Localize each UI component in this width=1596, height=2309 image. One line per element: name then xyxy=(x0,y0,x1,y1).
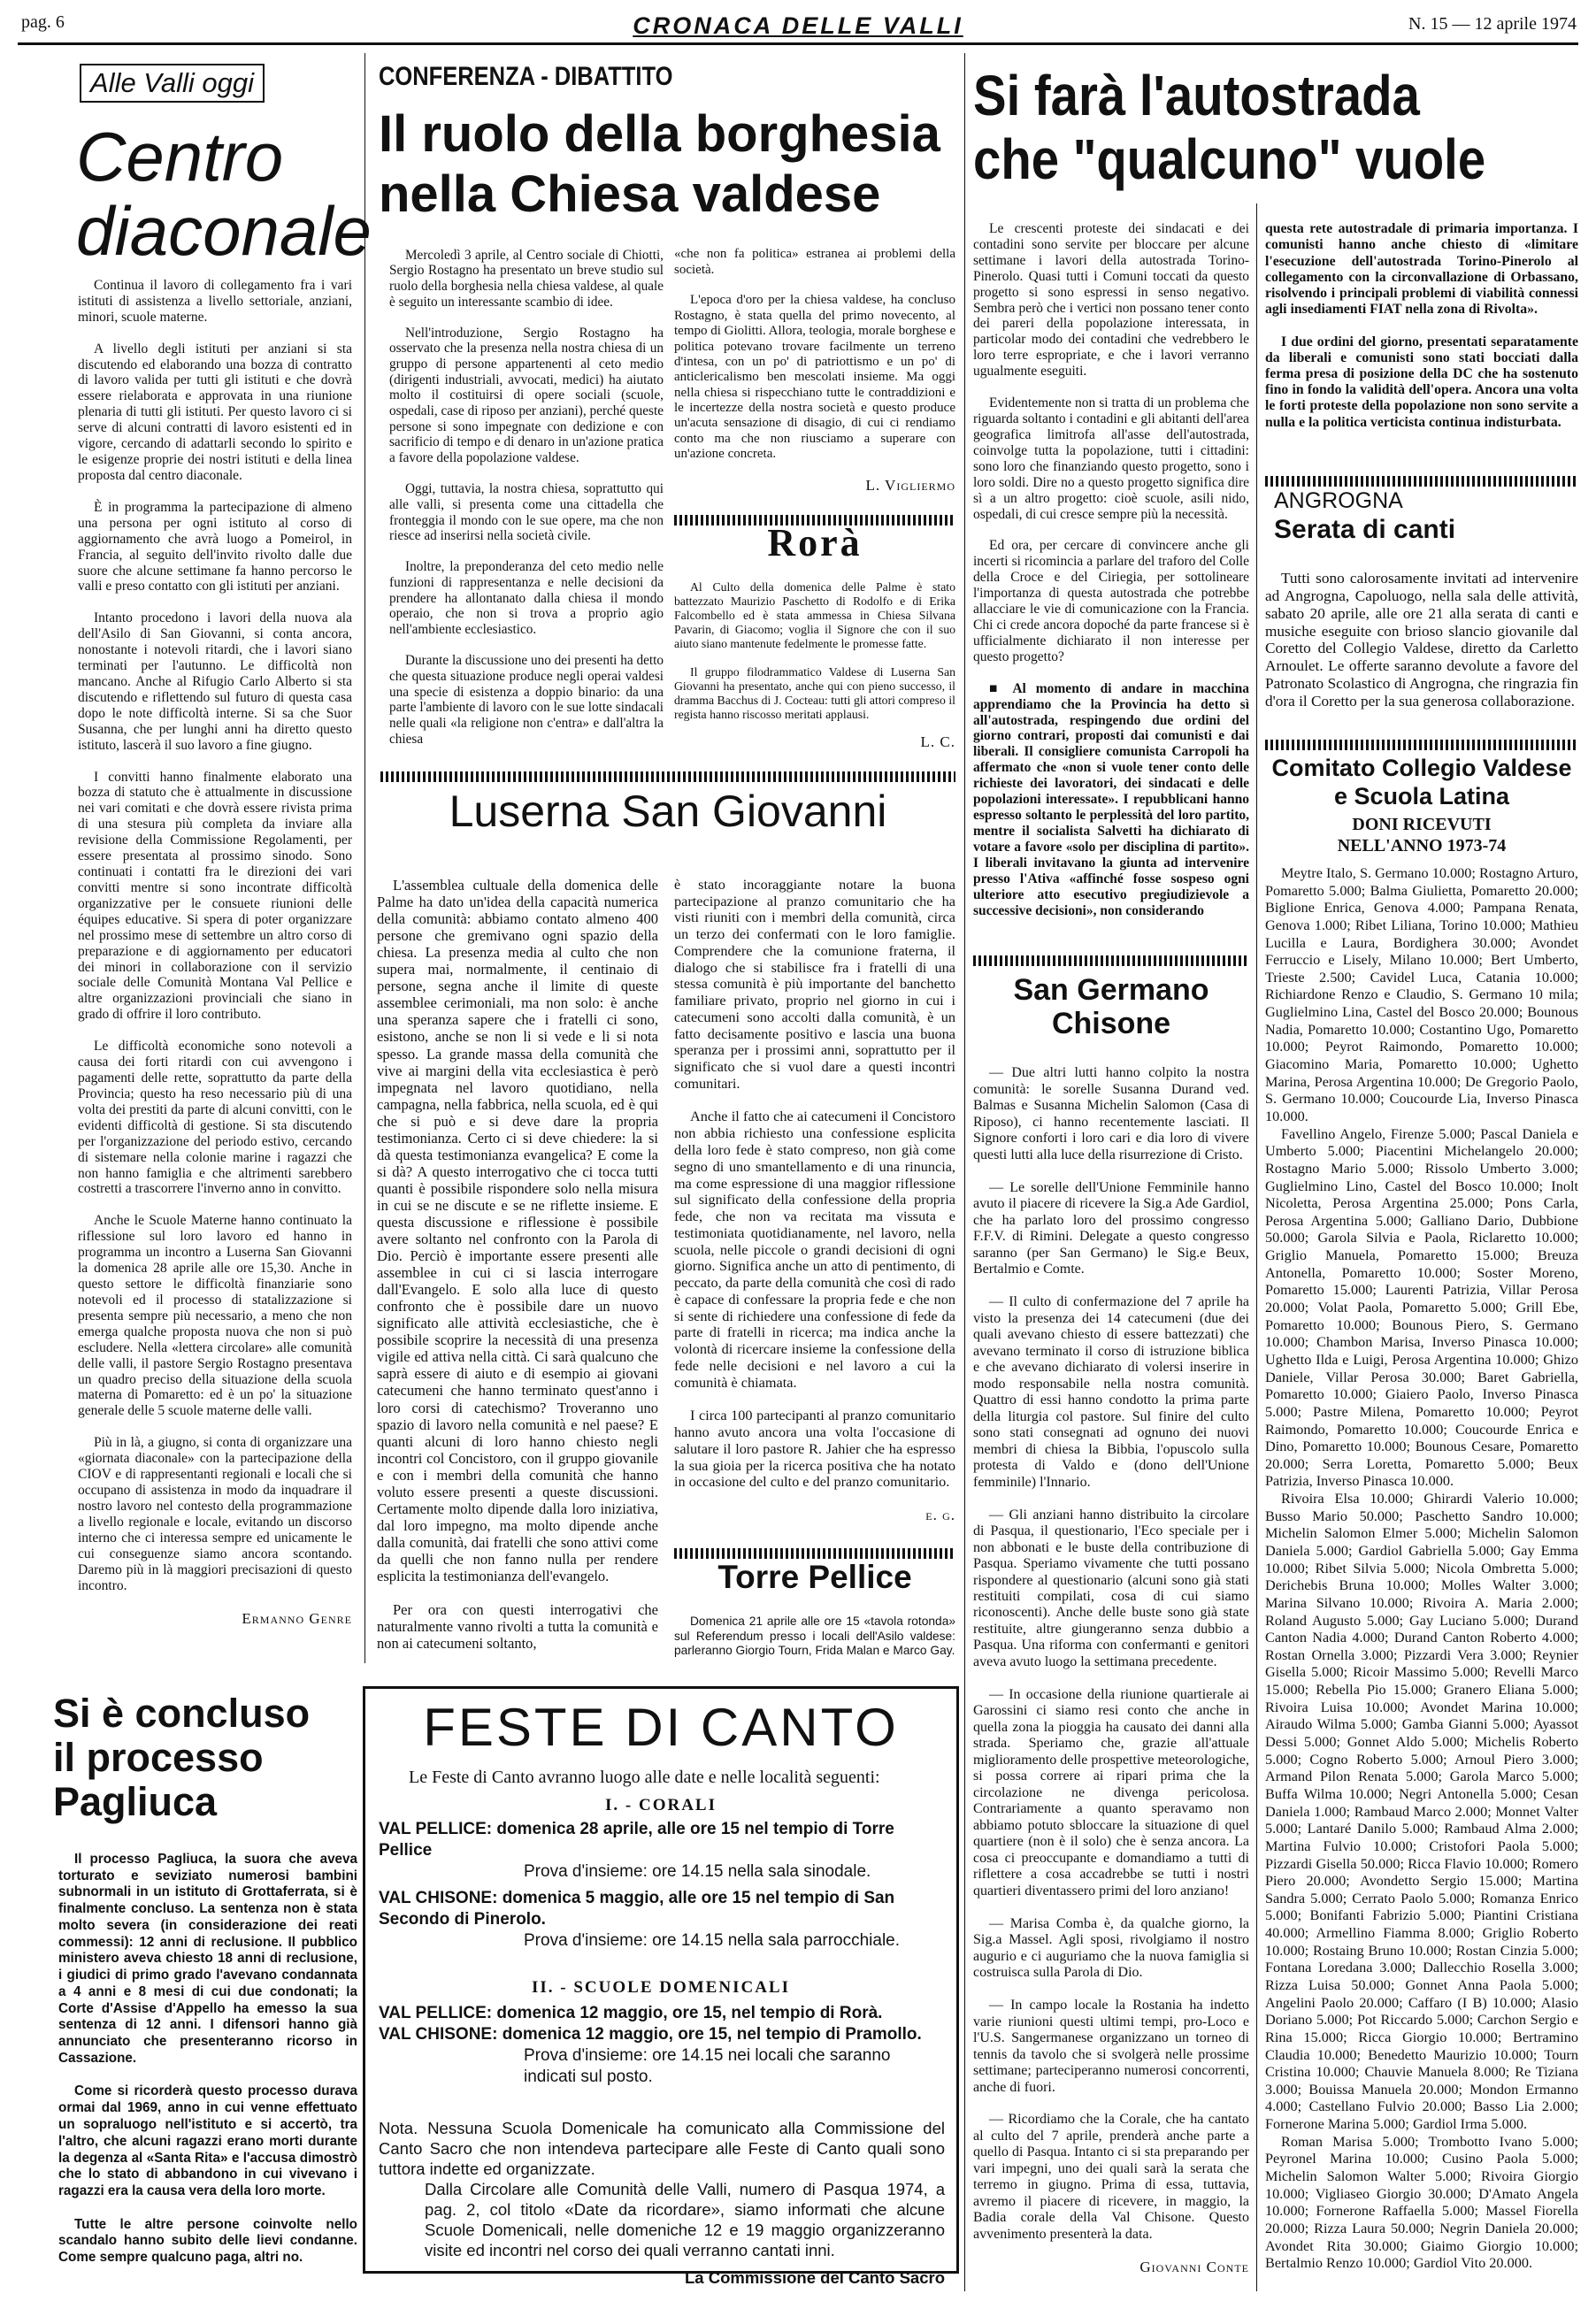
paragraph: Al Culto della domenica delle Palme è stato battezzato Maurizio Paschetto di Rodolfo e di Erika Falcombello ed è stata ammessa in Chiesa Silvana Pavarin, di Giacomo; voglia il Signore che con il suo aiuto siano mantenute fedelmente le promesse fatte. xyxy=(674,579,955,650)
germano-title-line: San Germano xyxy=(1013,973,1209,1007)
paragraph: Continua il lavoro di collegamento fra i vari istituti di assistenza a livello settoriale, anziani, minori, scuole materne. xyxy=(78,277,352,325)
paragraph: È in programma la partecipazione di almeno una persona per ogni istituto al corso di aggiornamento che avrà luogo a Pomeirol, in Francia, al seguito dell'invito rivolto dalle due suore che alcune settimane fa hanno percorso le valli e preso contatto con gli istituti per anziani. xyxy=(78,499,352,595)
comitato-title-line: e Scuola Latina xyxy=(1333,783,1510,809)
header-rule xyxy=(18,42,1578,45)
signature: L. Vigliermo xyxy=(865,476,955,494)
paragraph: Mercoledì 3 aprile, al Centro sociale di Chiotti, Sergio Rostagno ha presentato un breve studio sul ruolo della borghesia nella chiesa valdese, al quale è seguito un interessante scambio di idee. xyxy=(389,247,664,310)
feste-prova: Prova d'insieme: ore 14.15 nella sala parrocchiale. xyxy=(524,1931,901,1950)
feste-entry-text: domenica 12 maggio, ore 15, nel tempio di Pramollo. xyxy=(502,2025,922,2044)
paragraph: — In occasione della riunione quartierale ai Garossini ci siamo resi conto che anche in quella zona la pioggia ha causato dei danni alla strada. Speriamo che, grazie all'attuale miglioramento delle prospettive meteorologiche, si possa correre ai ripari prima che la circolazione ne divenga pericolosa. Contrariamente a quanto speravamo non abbiamo potuto sbloccare la situazione di quel quartiere (non è il solo) che è senza ancora. La cosa ci preoccupante e domandiamo a tutti di riflettere a cosa accadrebbe se tutti i nostri quartieri diventassero primi del loro anziano! xyxy=(973,1686,1249,1899)
rora-body xyxy=(674,566,955,763)
feste-place: VAL PELLICE: xyxy=(379,2004,493,2022)
separator-rule xyxy=(1265,476,1578,487)
feste-section-1: I. - CORALI xyxy=(605,1796,717,1814)
comitato-title xyxy=(1265,754,1578,810)
paragraph: Il processo Pagliuca, la suora che aveva torturato e seviziato numerosi bambini subnormali in un istituto di Grottaferrata, si è finalmente concluso. La sentenza non è stata molto severa (in considerazione dei reati commessi): 12 anni di reclusione. Il pubblico ministero aveva chiesto 18 anni di reclusione, i giudici di primo grado l'avevano condannata a 4 anni e 8 mesi di cui due condonati; la Corte d'Assise d'Appello ha emesso la sua sentenza di 12 anni. I difensori hanno già annunciato che presenteranno ricorso in Cassazione. xyxy=(58,1851,357,2066)
masthead: CRONACA DELLE VALLI xyxy=(633,12,963,39)
kicker: Alle Valli oggi xyxy=(90,67,254,98)
autostrada-title-line: che "qualcuno" vuole xyxy=(973,127,1486,191)
feste-entry xyxy=(379,2024,945,2045)
feste-entry xyxy=(379,2003,945,2024)
feste-list-1 xyxy=(379,1819,945,1952)
torre-body xyxy=(674,1599,955,1674)
angrogna-kicker: ANGROGNA xyxy=(1274,488,1403,513)
paragraph: questa rete autostradale di primaria importanza. I comunisti hanno anche chiesto di «limitare l'esecuzione dell'autostrada Torino-Pinerolo al collegamento con la circonvallazione di Orbassano, risolvendo i principali problemi di viabilità connessi agli insediamenti FIAT nella zona di Rivolta». xyxy=(1265,221,1578,318)
paragraph: I circa 100 partecipanti al pranzo comunitario hanno avuto ancora una volta l'occasione di salutare il loro pastore R. Jahier che ha espresso la sua gioia per la ricerca positiva che ha notato in occasione del culto e del pranzo comunitario. xyxy=(674,1408,955,1491)
germano-body xyxy=(973,1049,1249,2292)
paragraph: L'epoca d'oro per la chiesa valdese, ha concluso Rostagno, è stata quella del primo novecento, al tempo di Giolitti. Allora, teologia, morale borghese e politica potevano trovare facilmente un terreno d'intesa, con un po' di patriottismo e un po' di anticlericalismo ben mescolati insieme. Ma oggi nella chiesa si rispecchiano tutte le contraddizioni e le incertezze della nostra società e questo produce un'acuta sensazione di disagio, di cui ci rendiamo conto ma che non riusciamo a superare con un'azione concreta. xyxy=(674,293,955,462)
angrogna-title: Serata di canti xyxy=(1274,515,1456,544)
germano-title-line: Chisone xyxy=(1051,1007,1171,1040)
comitato-title-line: Comitato Collegio Valdese xyxy=(1271,755,1572,781)
paragraph: ■ Al momento di andare in macchina apprendiamo che la Provincia ha detto sì all'autostrada, respingendo due ordini del giorno contrari, proposti dai comunisti e dai liberali. Il consigliere comunista Carropoli ha affermato che «non si vuole tener conto delle richieste dei lavoratori, dei sindacati e delle popolazioni interessate». I repubblicani hanno espresso soltanto le perplessità del loro partito, mentre il socialista Salvetti ha dichiarato di votare a favore «solo per disciplina di partito». I liberali invitavano la giunta ad intervenire presso l'Ativa «affinché fosse sospeso ogni ulteriore atto esecutivo pregiudizievole a successive decisioni», non considerando xyxy=(973,680,1249,918)
donations-group: Favellino Angelo, Firenze 5.000; Pascal Daniela e Umberto 5.000; Piacentini Michelangelo 20.000; Rostagno Mario 5.000; Rissolo Umberto 3.000; Guglielmino Lino, Castel del Bosco 10.000; Inolt Nicoletta, Perosa Argentina 25.000; Pons Carla, Perosa Argentina 5.000; Galliano Dario, Dubbione 50.000; Garola Silvia e Paola, Riclaretto 10.000; Griglio Manuela, Pomaretto 15.000; Breuza Antonella, Pomaretto 10.000; Soster Moreno, Pomaretto 15.000; Laurenti Patrizia, Villar Perosa 20.000; Volat Paola, Pomaretto 5.000; Grill Ebe, Pomaretto 10.000; Bounous Piero, S. Germano 10.000; Chambon Marisa, Inverso Pinasca 10.000; Ughetto Ilda e Luigi, Perosa Argentina 10.000; Ghizo Daniele, Villar Perosa 30.000; Baret Gabriella, Pomaretto 10.000; Giaiero Paolo, Inverso Pinasca 5.000; Pastre Milena, Pomaretto 10.000; Peyrot Raimondo, Pomaretto 10.000; Coucourde Enrica e Dino, Pomaretto 10.000; Bounous Cesare, Pomaretto 20.000; Serra Loretta, Pomaretto 5.000; Beux Patrizia, Inverso Pinasca 10.000. xyxy=(1265,1125,1578,1490)
paragraph: Evidentemente non si tratta di un problema che riguarda soltanto i contadini e gli abitanti dell'area geografica limitrofa all'asse dell'autostrada, coinvolge tutta la popolazione, tutti i cittadini: sono loro che finanziando questo progetto, sono i loro soldi. Dire no a questo progetto significa dire sì a un altro progetto: cioè scuole, asili nido, ospedali, di cui cresce sempre più la necessità. xyxy=(973,395,1249,522)
paragraph: Tutte le altre persone coinvolte nello scandalo hanno subito delle lievi condanne. Come sempre qualcuno paga, altri no. xyxy=(58,2216,357,2266)
angrogna-body xyxy=(1265,552,1578,728)
autostrada-col1 xyxy=(973,205,1249,934)
feste-entry-text: domenica 28 aprile, alle ore 15 nel tempio di Torre Pellice xyxy=(379,1820,894,1860)
signature: Ermanno Genre xyxy=(242,1610,352,1628)
paragraph: — Due altri lutti hanno colpito la nostra comunità: le sorelle Susanna Durand ved. Balmas e Susanna Michelin Salomon (Casa di Riposo), ci hanno recentemente lasciati. Il Signore conforti i loro cari e dia loro di vivere questi lutti alla luce della risurrezione di Cristo. xyxy=(973,1065,1249,1162)
autostrada-title xyxy=(973,64,1510,191)
paragraph: — In campo locale la Rostania ha indetto varie riunioni questi ultimi tempi, pro-Loco e l'U.S. Sangermanese organizzano un torneo di tennis da tavolo che si svolgerà nelle prossime settimane; parteciperanno numerosi concorrenti, anche di fuori. xyxy=(973,1998,1249,2095)
column-divider xyxy=(964,53,965,2291)
paragraph: — Ricordiamo che la Corale, che ha cantato al culto del 7 aprile, prenderà anche parte a quello di Pasqua. Intanto ci si sta preparando per vari impegni, uno dei quali sarà la serata che terremo in giugno. Prima di essa, tuttavia, avremo il piacere di ricevere, in maggio, la Badia corale della Val Chisone. Questo avvenimento presenterà la data. xyxy=(973,2112,1249,2242)
paragraph: — Le sorelle dell'Unione Femminile hanno avuto il piacere di ricevere la Sig.a Ade Gardiol, che ha parlato loro del prossimo congresso F.F.V. di Rimini. Delegate a questo congresso saranno (per San Germano) le Sig.e Beux, Bertalmio e Comte. xyxy=(973,1179,1249,1277)
donations-list xyxy=(1265,865,1578,2273)
paragraph: Intanto procedono i lavori della nuova ala dell'Asilo di San Giovanni, si conta ancora, nonostante i notevoli ritardi, che i lavori siano terminati per l'autunno. Le difficoltà non mancano. Anche al Rifugio Carlo Alberto si sta discutendo e riflettendo sul futuro di questa casa dopo le note difficoltà interne. Si sa che Suor Susanna, che per lunghi anni ha diretto questo istituto, lascerà il suo lavoro a fine giugno. xyxy=(78,610,352,753)
column-divider xyxy=(364,53,365,1663)
autostrada-title-line: Si farà l'autostrada xyxy=(973,64,1420,127)
feste-entry-text: domenica 12 maggio, ore 15, nel tempio di Rorà. xyxy=(496,2004,883,2022)
paragraph: Oggi, tuttavia, la nostra chiesa, soprattutto qui alle valli, si presenta come una cittadella che fronteggia il mondo con le sue opere, ma che non riesce ad inserirsi nella società civile. xyxy=(389,481,664,544)
paragraph: — Gli anziani hanno distribuito la circolare di Pasqua, il questionario, l'Eco speciale per i non abbonati e le buste della contribuzione di Pasqua. Speriamo vivamente che tutti possano rispondere al questionario (alcuni sono già stati restituiti compilati, cosa di cui siamo riconoscenti). Anche delle buste sono già state restituite, altre giungeranno senza dubbio a Pasqua. Una riforma con confermanti e genitori aveva avuto luogo la settimana precedente. xyxy=(973,1507,1249,1669)
centro-body xyxy=(78,262,352,1643)
feste-place: VAL CHISONE: xyxy=(379,1889,498,1907)
paragraph: I due ordini del giorno, presentati separatamente da liberali e comunisti sono stati bocciati dalla ferma presa di posizione della DC che ha sostenuto fino in fondo la validità dell'opera. Ancora una volta le forti proteste della popolazione non sono servite a nulla e la politica verticista continua indisturbata. xyxy=(1265,334,1578,430)
feste-section-2: II. - SCUOLE DOMENICALI xyxy=(532,1978,790,1997)
signature: L. C. xyxy=(920,733,955,751)
kicker-box xyxy=(80,64,265,103)
conferenza-title xyxy=(379,104,940,225)
pagliuca-title-line: Pagliuca xyxy=(53,1779,218,1824)
feste-prova: Prova d'insieme: ore 14.15 nella sala sinodale. xyxy=(524,1862,871,1881)
paragraph: Come si ricorderà questo processo durava ormai dal 1969, anno in cui venne effettuato un sopraluogo nell'istituto e si accertò, tra l'altro, che alcuni ragazzi erano morti durante la degenza al «Santa Rita» e l'accusa dimostrò che lo stato di abbandono in cui vivevano i ragazzi era la causa vera della loro morte. xyxy=(58,2083,357,2199)
paragraph: è stato incoraggiante notare la buona partecipazione al pranzo comunitario che ha visti riuniti con i membri della comunità, circa un terzo dei confermati con le loro famiglie. Comprendere che la comunione fraterna, il dialogo che si stabilisce fra i fratelli di una stessa comunità è più importante del banchetto familiare privato, proprio nel giorno in cui i catecumeni sono accolti dalla comunità, è un fatto decisamente positivo e lascia una buona speranza per i prossimi anni, soprattutto per il significato che si vuol dare a questi incontri comunitari. xyxy=(674,876,955,1092)
comitato-subtitle xyxy=(1265,814,1578,856)
paragraph: Durante la discussione uno dei presenti ha detto che questa situazione produce negli operai valdesi una specie di esistenza a doppio binario: da una parte l'ambiente di lavoro con le sue lotte sindacali nelle quali «la religione non c'entra» e dall'altra la chiesa xyxy=(389,653,664,747)
paragraph: Inoltre, la preponderanza del ceto medio nelle funzioni di rappresentanza e nelle decisioni da prendere ha allontanato dalla chiesa il mondo operaio, che non si trova a proprio agio nell'ambiente ecclesiastico. xyxy=(389,559,664,638)
issue-date: N. 15 — 12 aprile 1974 xyxy=(1408,14,1577,34)
feste-entry xyxy=(379,1888,945,1930)
paragraph: Anche il fatto che ai catecumeni il Concistoro non abbia richiesto una confessione esplicita della loro fede è stato compreso, non già come segno di uno smantellamento e di una rinuncia, ma come espressione di una maggior riflessione sul significato della confessione della propria fede, che non va recitata ma vissuta e testimoniata quotidianamente, nel lavoro, nella scuola, nelle piccole o grandi decisioni di ogni giorno. Significa anche un atto di pentimento, di peccato, da parte della comunità che così di rado è capace di confessare la propria fede e che non si sente di richiedere una confessione di fede da parte di fratelli in ricerca; ma indica anche la volontà di ricercare insieme la confessione della fede nelle decisioni e nel lavoro a cui la comunità è chiamata. xyxy=(674,1108,955,1391)
feste-prova: Prova d'insieme: ore 14.15 nei locali che saranno indicati sul posto. xyxy=(524,2046,891,2086)
paragraph: A livello degli istituti per anziani si sta discutendo ed elaborando una bozza di contratto di lavoro valida per tutti gli istituti e che dovrà essere rielaborata e approvata in una riunione plenaria di tutti gli istituti. Per questo lavoro ci si serve di alcuni contratti di lavoro esistenti ed in vigore, cercando di adattarli secondo lo spirito e le esigenze proprie dei nostri istituti e della linea proposta dal centro diaconale. xyxy=(78,341,352,483)
separator-rule xyxy=(674,1548,955,1559)
paragraph: — Il culto di confermazione del 7 aprile ha visto la presenza dei 14 catecumeni (due dei quali avevano chiesto di essere battezzati) che avevano terminato il corso di istruzione biblica e che avevano dichiarato di volersi inserire in modo responsabile nella nostra comunità. Quattro di essi hanno condotto la prima parte della liturgia col pastore. Sul finire del culto sono stati consegnati ad ognuno dei nuovi membri di chiesa la Bibbia, l'opuscolo sulla protesta di Valdo e (dono dell'Unione femminile) l'Innario. xyxy=(973,1294,1249,1490)
paragraph: I convitti hanno finalmente elaborato una bozza di statuto che è attualmente in discussione nei vari comitati e che dovrà essere rivista prima di una stesura più completa da inviare alla revisione della Commissione Regolamenti, per essere presentata al prossimo sinodo. Sono continuati i contatti fra le direzioni dei vari convitti mentre si sono incontrate difficoltà organizzative per le consuete riunioni delle équipes educative. Si spera di poter organizzare nel prossimo mese di settembre un altro corso di preparazione e di aggiornamento per educatori dei minori in collaborazione con il servizio sociale delle Comunità Montana Val Pellice e altre organizzazioni provinciali che siano in grado di offrire il loro contributo. xyxy=(78,769,352,1023)
pagliuca-title-line: Si è concluso xyxy=(53,1691,311,1736)
paragraph: Tutti sono calorosamente invitati ad intervenire ad Angrogna, Capoluogo, nella sala delle attività, sabato 20 aprile, alle ore 21 alla serata di canti e musiche eseguite con brioso slancio giovanile dal Coretto del Collegio Valdese, diretto da Carletto Arnoulet. Le offerte saranno devolute a favore del Patronato Scolastico di Angrogna, che ringrazia fin d'ora il Coretto per la sua generosa collaborazione. xyxy=(1265,569,1578,710)
feste-place: VAL CHISONE: xyxy=(379,2025,498,2044)
paragraph: Domenica 21 aprile alle ore 15 «tavola rotonda» sul Referendum presso i locali dell'Asilo valdese: parleranno Giorgio Tourn, Frida Malan e Marco Gay. xyxy=(674,1614,955,1658)
paragraph: Le difficoltà economiche sono notevoli a causa dei forti ritardi con cui avvengono i pagamenti delle rette, soprattutto da parte della Provincia; questo ha reso necessario più di una volta dei prestiti da parte di alcuni convitti, con le evidenti difficoltà di gestione. Si sta discutendo per l'organizzazione del periodo estivo, cercando di sistemare nella colonie marine i ragazzi che non hanno famiglia e che altrimenti sarebbero costretti a trascorrere l'inverno anno in convitto. xyxy=(78,1039,352,1197)
conferenza-title-line: Il ruolo della borghesia xyxy=(379,105,940,163)
column-divider xyxy=(1256,203,1257,2291)
pagliuca-title-line: il processo xyxy=(53,1735,264,1780)
feste-signature: La Commissione del Canto Sacro xyxy=(684,2268,945,2287)
separator-rule xyxy=(380,771,955,782)
germano-title xyxy=(973,973,1249,1040)
comitato-subtitle-line: DONI RICEVUTI xyxy=(1352,815,1492,834)
paragraph: Le crescenti proteste dei sindacati e dei contadini sono servite per bloccare per alcune settimane i lavori della autostrada Torino-Pinerolo. Quasi tutti i Comuni toccati da questo progetto si sono espressi in senso negativo. Sembra però che i vertici non possano tener conto dei pareri della popolazione interessata, in particolar modo dei contadini che vedrebbero le loro terre espropriate, e che i lavori verranno ugualmente eseguiti. xyxy=(973,220,1249,380)
centro-title-line: Centro xyxy=(76,118,284,196)
feste-entry xyxy=(379,1819,945,1861)
feste-nota2-text: Dalla Circolare alle Comunità delle Valli, numero di Pasqua 1974, a pag. 2, col titolo «Date da ricordare», siamo informati che alcune Scuole Domenicali, nelle domeniche 12 e 19 maggio organizzeranno visite ed incontri nel corso dei quali verranno cantati inni. xyxy=(425,2180,945,2259)
paragraph: Nell'introduzione, Sergio Rostagno ha osservato che la presenza nella nostra chiesa di un gruppo di persone appartenenti al ceto medio (dirigenti industriali, avvocati, medici) ha aiutato molto il costituirsi di opere sociali (scuole, ospedali, case di riposo per anziani), perché queste persone si sono impegnate con dedizione e con sacrificio di tempo e di denaro in un'azione pratica a favore della popolazione valdese. xyxy=(389,325,664,465)
paragraph: Per ora con questi interrogativi che naturalmente vanno rivolti a tutta la comunità e non ai catecumeni soltanto, xyxy=(377,1601,658,1653)
signature: e. g. xyxy=(925,1506,955,1523)
page-number: pag. 6 xyxy=(21,12,65,32)
separator-rule xyxy=(1265,740,1578,750)
luserna-title: Luserna San Giovanni xyxy=(449,786,887,836)
donations-group: Meytre Italo, S. Germano 10.000; Rostagno Arturo, Pomaretto 5.000; Balma Giulietta, Pomaretto 20.000; Biglione Enrica, Genova 4.000; Pampana Renata, Genova 1.000; Ribet Liliana, Torino 10.000; Mathieu Lucilla e Laura, Bordighera 30.000; Avondet Ferruccio e Lisely, Milano 10.000; Bert Umberto, Trieste 2.500; Cavidel Luca, Catania 10.000; Richiardone Renzo e Claudio, S. Germano 10 mila; Guglielmino Lina, Castel del Bosco 20.000; Bounous Nadia, Pomaretto 10.000; Costantino Ugo, Pomaretto 10.000; Peyrot Raimondo, Pomaretto 10.000; Giacomino Maria, Pomaretto 10.000; Ughetto Marina, Perosa Argentina 10.000; De Gregorio Paolo, S. Germano 10.000; Coucourde Lia, Inverso Pinasca 10.000. xyxy=(1265,865,1578,1124)
separator-rule xyxy=(973,955,1249,966)
conferenza-kicker: CONFERENZA - DIBATTITO xyxy=(379,62,673,91)
paragraph: Il gruppo filodrammatico Valdese di Luserna San Giovanni ha presentato, anche qui con pieno successo, il dramma Bacchus di J. Cocteau: tutti gli attori compreso il regista hanno riscosso meritati applausi. xyxy=(674,664,955,721)
paragraph: Anche le Scuole Materne hanno continuato la riflessione sul loro lavoro ed hanno in programma un incontro a Luserna San Giovanni la domenica 28 aprile alle ore 15,30. Anche in questo settore le difficoltà finanziarie sono notevoli ed il processo di statalizzazione si presenta sempre più necessario, a meno che non emerga qualche proposta nuova che non si può escludere. Nella «lettera circolare» alle comunità delle valli, il pastore Sergio Rostagno presentava un quadro preciso della situazione della scuola materna di Pomaretto: ed è un po' la situazione generale delle 5 scuole materne delle valli. xyxy=(78,1213,352,1419)
rora-title: Rorà xyxy=(767,521,863,564)
paragraph: L'assemblea cultuale della domenica delle Palme ha dato un'idea della capacità numerica della comunità: abbiamo contato almeno 400 persone che gremivano ogni spazio della chiesa. La presenza media al culto che non supera mai, normalmente, il centinaio di persone, segna anche il limite di queste assemblee cerimoniali, ma non solo: è anche una speranza sapere che i fratelli ci sono, esistono, anche se non li si vede e li si nota spesso. La grande massa della comunità che vive ai margini della vita ecclesiastica è però impegnata nel lavoro quotidiano, nella campagna, nella fabbrica, nella scuola, ed è qui che si può e si deve dare la propria testimonianza. Certo ci si deve chiedere: la si dà questa testimonianza evangelica? E come la si dà? A questo interrogativo che ci tocca tutti quanti è possibile rispondere solo nella misura in cui se ne discute e se ne riflette insieme. E questa discussione e riflessione è possibile avere soltanto nel confronto con la Parola di Dio. Perciò è importante essere presenti alle assemblee in cui ci si lascia interrogare dall'Evangelo. E solo alla luce di questo confronto che è possibile dare un nuovo significato alle attività ecclesiastiche, che è possibile scoprire la necessità di una presenza vigile ed attiva nella città. Ci sarà qualcuno che saprà essere di aiuto e di esempio ai giovani catecumeni che hanno terminato quest'anno i loro corsi di catechismo? Troveranno uno spazio di lavoro nella comunità e nel paese? E quanti alcuni di loro hanno chiesto negli incontri col Concistoro, con il gruppo giovanile e con i membri della comunità che hanno voluto essere presenti a queste discussioni. Certamente molto dipende dalla loro iniziativa, dal loro impegno, ma molto dipende anche dalla comunità, dai fratelli che sono attivi come da quelli che non fanno nulla per rendere esplicita la testimonianza dell'evangelo. xyxy=(377,877,658,1584)
donations-group: Roman Marisa 5.000; Trombotto Ivano 5.000; Peyronel Marina 10.000; Cusino Paola 5.000; Michelin Salomon Walter 5.000; Rivoira Giorgio 10.000; Vigliaseo Giorgio 30.000; D'Amato Angela 10.000; Fornerone Raffaella 5.000; Massel Fiorella 20.000; Rizza Laura 50.000; Negrin Daniela 20.000; Avondet Rita 30.000; Giaimo Giorgio 10.000; Bertalmio Renzo 10.000; Gardiol Vito 20.000. xyxy=(1265,2133,1578,2272)
feste-place: VAL PELLICE: xyxy=(379,1820,493,1838)
conferenza-col1 xyxy=(389,232,664,763)
autostrada-col2 xyxy=(1265,205,1578,447)
paragraph: «che non fa politica» estranea ai problemi della società. xyxy=(674,247,955,277)
feste-title: FESTE DI CANTO xyxy=(423,1698,899,1757)
luserna-col2 xyxy=(674,860,955,1540)
paragraph: Più in là, a giugno, si conta di organizzare una «giornata diaconale» con la partecipazione della CIOV e di rappresentanti regionali e locali che si occupano di assistenza in modo da inquadrare il nostro lavoro nel contesto della programmazione a livello regionale e locale, evitando un discorso interno che ci interessa sempre ed unicamente le cui conseguenze siamo ancora scontando. Daremo più in là maggiori precisazioni di questo incontro. xyxy=(78,1435,352,1593)
pagliuca-body xyxy=(58,1835,357,2283)
paragraph: Ed ora, per cercare di convincere anche gli incerti si ricomincia a parlare del traforo del Colle della Croce e del Ciriegia, per sottolineare l'importanza di questa autostrada che potrebbe allacciare le vie di comunicazione con la Francia. Chi ci crede ancora dopoché da parte francese si è ufficialmente dichiarato il non interesse per questo progetto? xyxy=(973,538,1249,664)
conferenza-title-line: nella Chiesa valdese xyxy=(379,165,881,223)
feste-intro: Le Feste di Canto avranno luogo alle date e nelle località seguenti: xyxy=(409,1768,880,1787)
luserna-col1 xyxy=(377,860,658,1668)
centro-title-line: diaconale xyxy=(76,192,372,270)
feste-entry-text: domenica 5 maggio, alle ore 15 nel tempio di San Secondo di Pinerolo. xyxy=(379,1889,895,1929)
torre-title: Torre Pellice xyxy=(717,1559,912,1595)
signature: Giovanni Conte xyxy=(1139,2258,1249,2275)
centro-title xyxy=(76,119,372,268)
feste-nota-text: Nota. Nessuna Scuola Domenicale ha comunicato alla Commissione del Canto Sacro che non intendeva partecipare alle Feste di Canto quali sono tuttora indette ed organizzate. xyxy=(379,2119,945,2178)
donations-group: Rivoira Elsa 10.000; Ghirardi Valerio 10.000; Busso Mario 50.000; Paschetto Sandro 10.000; Michelin Salomon Elmer 5.000; Michelin Salomon Daniela 5.000; Gardiol Gabriella 5.000; Gay Emma 10.000; Ribet Silvia 5.000; Nicola Ombretta 5.000; Derichebis Bruna 10.000; Molles Walter 3.000; Marina Silvano 10.000; Rivoira A. Maria 2.000; Roland Augusto 5.000; Gay Luciano 5.000; Durand Canton Nadia 4.000; Durand Canton Roberto 4.000; Rostan Ornella 3.000; Pizzardi Vera 3.000; Reynier Gisella 5.000; Ricoir Massimo 5.000; Revelli Marco 15.000; Rebella Pio 15.000; Granero Eliana 5.000; Rivoira Luisa 10.000; Avondet Marina 10.000; Airaudo Wilma 5.000; Gamba Gianni 5.000; Ayassot Dessi 5.000; Gonnet Aldo 5.000; Michelis Roberto 5.000; Cogno Roberto 5.000; Arnoul Piero 3.000; Armand Pilon Renata 5.000; Garola Marco 5.000; Buffa Wilma 10.000; Negri Antonella 5.000; Cesan Daniela 1.000; Rambaud Marco 2.000; Monnet Valter 5.000; Lantaré Danilo 5.000; Rambaud Alma 2.000; Martina Fulvio 10.000; Cristofori Paola 5.000; Pizzardi Gisella 50.000; Ricca Flavio 10.000; Romero Piero 20.000; Avondetto Sergio 15.000; Martina Sandra 5.000; Cerrato Paolo 5.000; Romanza Enrico 5.000; Bonifanti Fabrizio 5.000; Piantini Cristiana 40.000; Armellino Fiamma 8.000; Griglio Roberto 10.000; Rostaing Bruno 10.000; Rostan Cinzia 5.000; Fontana Loredana 3.000; Dallecchio Rosella 3.000; Rizza Luisa 50.000; Gonnet Anna Paola 5.000; Angelini Paolo 20.000; Caffaro (I B) 10.000; Alasio Doriano 5.000; Pot Riccardo 5.000; Carchon Sergio e Rina 15.000; Ricca Giorgio 10.000; Bertramino Claudia 10.000; Benedetto Maurizio 10.000; Tourn Cristina 10.000; Chauvie Manuela 8.000; Re Tiziana 3.000; Bouissa Manuela 20.000; Mondon Ermanno 4.000; Castellano Fulvio 20.000; Basso Lia 2.000; Fornerone Marina 5.000; Gardiol Irma 5.000. xyxy=(1265,1491,1578,2133)
feste-list-2 xyxy=(379,2003,945,2088)
conferenza-col2 xyxy=(674,232,955,508)
feste-nota xyxy=(379,2118,945,2288)
pagliuca-title xyxy=(53,1691,310,1824)
comitato-subtitle-line: NELL'ANNO 1973-74 xyxy=(1337,836,1507,855)
paragraph: — Marisa Comba è, da qualche giorno, la Sig.a Massel. Agli sposi, rivolgiamo il nostro augurio e ci auguriamo che la nuova famiglia si costruisca sulla Parola di Dio. xyxy=(973,1915,1249,1981)
